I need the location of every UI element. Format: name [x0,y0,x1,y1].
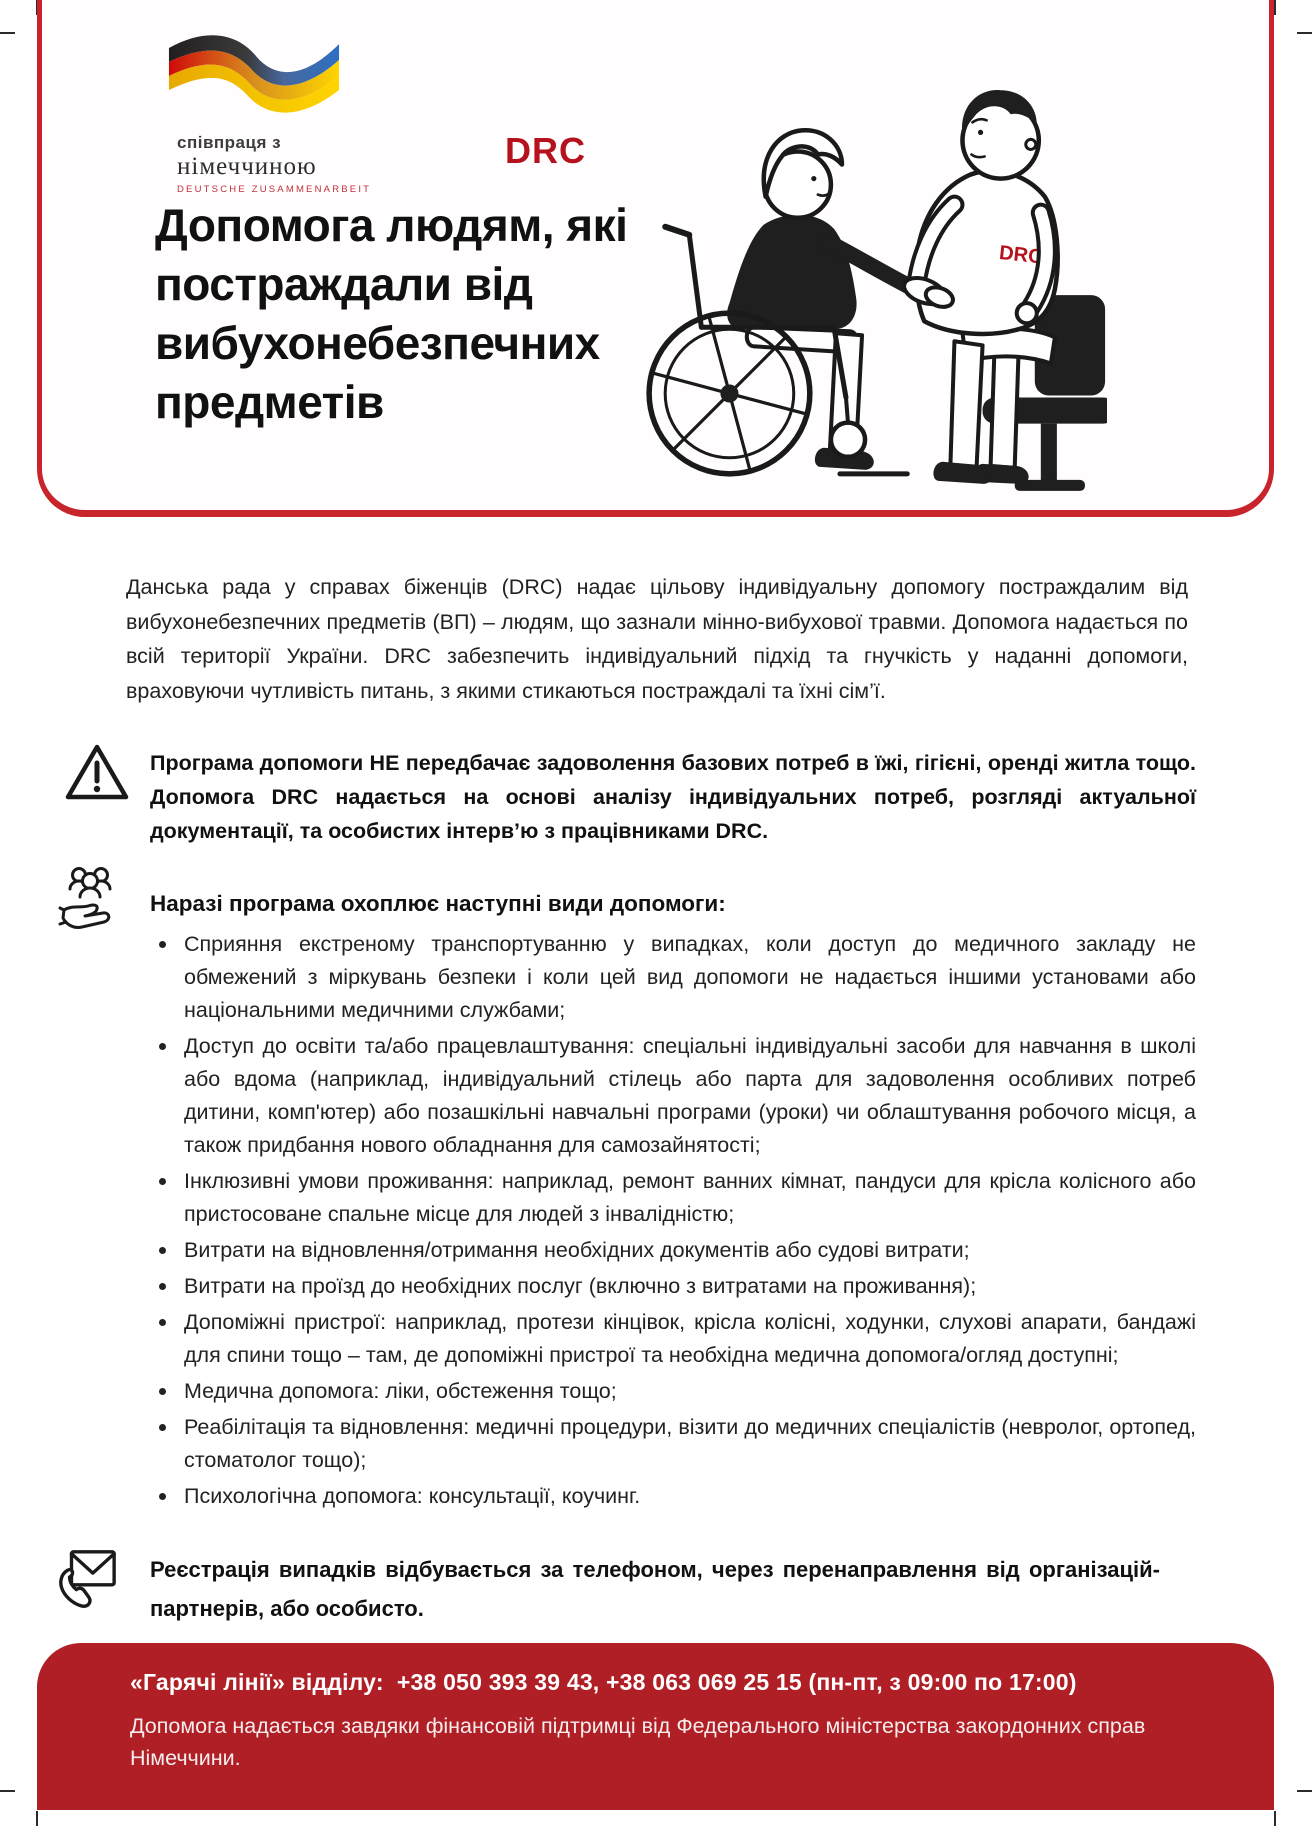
coop-logo-line2: німеччиною [177,153,317,180]
assistance-icon [58,864,122,936]
list-item: Сприяння екстреному транспортуванню у випадках, коли доступ до медичного закладу не обмежений з міркувань безпеки і коли цей вид допомоги не надається іншими установами або національними медичними службами; [150,928,1196,1027]
crop-mark [1274,1811,1276,1826]
list-item: Витрати на відновлення/отримання необхідних документів або судові витрати; [150,1234,1196,1267]
contact-icon [56,1543,118,1613]
coop-logo-line1: співпраця з [177,133,282,152]
germany-ukraine-ribbon-icon [165,26,343,122]
list-item: Реабілітація та відновлення: медичні процедури, візити до медичних спеціалістів (невролог, ортопед, стоматолог тощо); [150,1411,1196,1477]
intro-paragraph: Данська рада у справах біженців (DRC) надає цільову індивідуальну допомогу постраждалим від вибухонебезпечних предметів (ВП) – людям, що зазнали мінно-вибухової травми. Допомога надається по всій території України. DRC забезпечить індивідуальний підхід та гнучкість у наданні допомоги, враховуючи чутливість питань, з якими стикаються постраждалі та їхні сім’ї. [126,575,1188,703]
crop-mark [1297,32,1312,34]
hotline-numbers: +38 050 393 39 43, +38 063 069 25 15 (пн-пт, з 09:00 по 17:00) [396,1669,1077,1695]
funding-note: Допомога надається завдяки фінансовій підтримці від Федерального міністерства закордонних справ Німеччини. [130,1714,1146,1770]
crop-mark [1297,1790,1312,1792]
crop-mark [0,32,15,34]
page-title: Допомога людям, які постраждали від вибухонебезпечних предметів [155,199,628,428]
handshake-wheelchair-illustration [597,44,1107,506]
coop-logo-line3: DEUTSCHE ZUSAMMENARBEIT [177,184,372,195]
header-card [37,0,1274,517]
wheelchair-wheel [649,313,810,474]
list-item: Витрати на проїзд до необхідних послуг (включно з витратами на проживання); [150,1270,1196,1303]
list-item: Психологічна допомога: консультації, коучинг. [150,1480,1196,1513]
footer-banner [37,1643,1274,1810]
list-item: Доступ до освіти та/або працевлаштування: спеціальні індивідуальні засоби для навчання в школі або вдома (наприклад, індивідуальний стілець або парта для задоволення особливих потреб дитини, комп'ютер) або позашкільні навчальні програми (уроки) чи облаштування робочого місця, а також придбання нового обладнання для самозайнятості; [150,1030,1196,1162]
crop-mark [36,1811,38,1826]
warning-icon [64,740,130,804]
illustration-drc-label: DRC [998,242,1044,269]
crop-mark [0,1790,15,1792]
warning-paragraph: Програма допомоги НЕ передбачає задоволення базових потреб в їжі, гігієні, оренді житла тощо. Допомога DRC надається на основі аналізу індивідуальних потреб, розгляді актуальної документації, та особистих інтерв’ю з працівниками DRC. [150,751,1196,843]
list-item: Медична допомога: ліки, обстеження тощо; [150,1375,1196,1408]
assistance-list [150,928,1196,1516]
hotline-line [130,1669,1204,1696]
program-heading: Наразі програма охоплює наступні види допомоги: [150,891,726,916]
list-item: Інклюзивні умови проживання: наприклад, ремонт ванних кімнат, пандуси для крісла колісного або пристосоване спальне місце для людей з інвалідністю; [150,1165,1196,1231]
drc-logo: DRC [505,130,586,171]
wheelchair-person-torso [727,215,856,330]
crop-mark [1274,0,1276,15]
hotline-label: «Гарячі лінії» відділу: [130,1669,384,1695]
list-item: Допоміжні пристрої: наприклад, протези кінцівок, крісла колісні, ходунки, слухові апарати, бандажі для спини тощо – там, де допоміжні пристрої та необхідна медична допомога/огляд доступні; [150,1306,1196,1372]
registration-paragraph: Реєстрація випадків відбувається за телефоном, через перенаправлення від організацій-партнерів, або особисто. [150,1557,1160,1621]
